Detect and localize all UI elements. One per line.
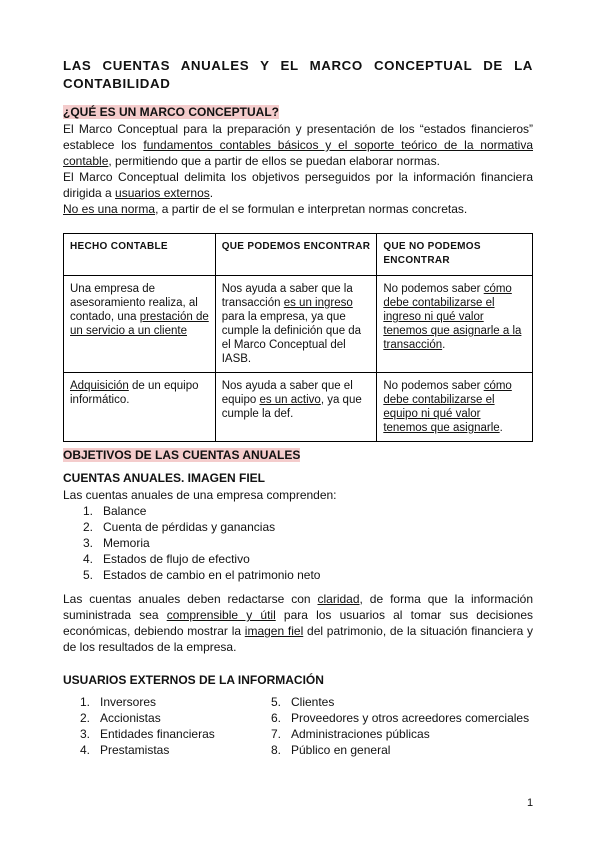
heading-text: OBJETIVOS DE LAS CUENTAS ANUALES [63,448,301,462]
table-row [64,276,533,373]
list-item: 3. Entidades financieras [80,727,215,741]
heading-text: ¿QUÉ ES UN MARCO CONCEPTUAL? [63,105,279,119]
imagen-fiel-paragraph: Las cuentas anuales deben redactarse con claridad, de forma que la información suministrada sea comprensible y útil para los usuarios al tomar sus decisiones económicas, debiendo mostrar la imagen fiel del patrimonio, de la situación financiera y de los resultados de la empresa. [63,592,534,654]
table-header: QUE NO PODEMOS ENCONTRAR [377,234,533,276]
paragraph-marco-2: El Marco Conceptual delimita los objetivos perseguidos por la información financiera dirigida a usuarios externos. [63,170,533,200]
section-heading-objetivos [63,447,300,463]
list-item: 3. Memoria [83,536,150,550]
list-item: 4. Estados de flujo de efectivo [83,552,250,566]
list-item: 6. Proveedores y otros acreedores comerciales [271,711,530,725]
usuarios-list-right [271,694,529,758]
list-item: 2. Cuenta de pérdidas y ganancias [83,520,276,534]
table-header: HECHO CONTABLE [64,234,216,276]
hecho-contable-table [63,233,533,442]
table-cell: No podemos saber cómo debe contabilizarse el ingreso ni qué valor tenemos que asignarle a la transacción. [377,276,533,373]
cuentas-anuales-list [83,503,320,583]
cuentas-intro: Las cuentas anuales de una empresa comprenden: [63,488,337,502]
section-heading-usuarios: USUARIOS EXTERNOS DE LA INFORMACIÓN [63,673,324,687]
list-item: 5. Estados de cambio en el patrimonio neto [83,568,321,582]
table-cell: Nos ayuda a saber que la transacción es un ingreso para la empresa, ya que cumple la definición que da el Marco Conceptual del IASB. [215,276,377,373]
table-row [64,373,533,442]
list-item: 1. Balance [83,504,147,518]
list-item: 8. Público en general [271,743,391,757]
table-cell: Adquisición de un equipo informático. [64,373,216,442]
paragraph-marco-1: El Marco Conceptual para la preparación y presentación de los “estados financieros” establece los fundamentos contables básicos y el soporte teórico de la normativa contable, permitiendo que a partir de ellos se puedan elaborar normas. [63,122,533,168]
table-header: QUE PODEMOS ENCONTRAR [215,234,377,276]
usuarios-list-left [80,694,215,758]
paragraph-marco-3: No es una norma, a partir de el se formulan e interpretan normas concretas. [63,202,468,216]
table-cell: Una empresa de asesoramiento realiza, al contado, una prestación de un servicio a un cliente [64,276,216,373]
list-item: 7. Administraciones públicas [271,727,430,741]
section-heading-marco [63,104,279,120]
list-item: 1. Inversores [80,695,157,709]
page-number: 1 [527,797,534,809]
list-item: 5. Clientes [271,695,335,709]
table-header-row [64,234,533,276]
table-cell: No podemos saber cómo debe contabilizarse el equipo ni qué valor tenemos que asignarle. [377,373,533,442]
table-cell: Nos ayuda a saber que el equipo es un activo, ya que cumple la def. [215,373,377,442]
section1-body [63,121,533,217]
subheading-imagen-fiel: CUENTAS ANUALES. IMAGEN FIEL [63,471,266,485]
document-title: LAS CUENTAS ANUALES Y EL MARCO CONCEPTUAL DE LA CONTABILIDAD [63,58,533,91]
list-item: 4. Prestamistas [80,743,170,757]
list-item: 2. Accionistas [80,711,161,725]
